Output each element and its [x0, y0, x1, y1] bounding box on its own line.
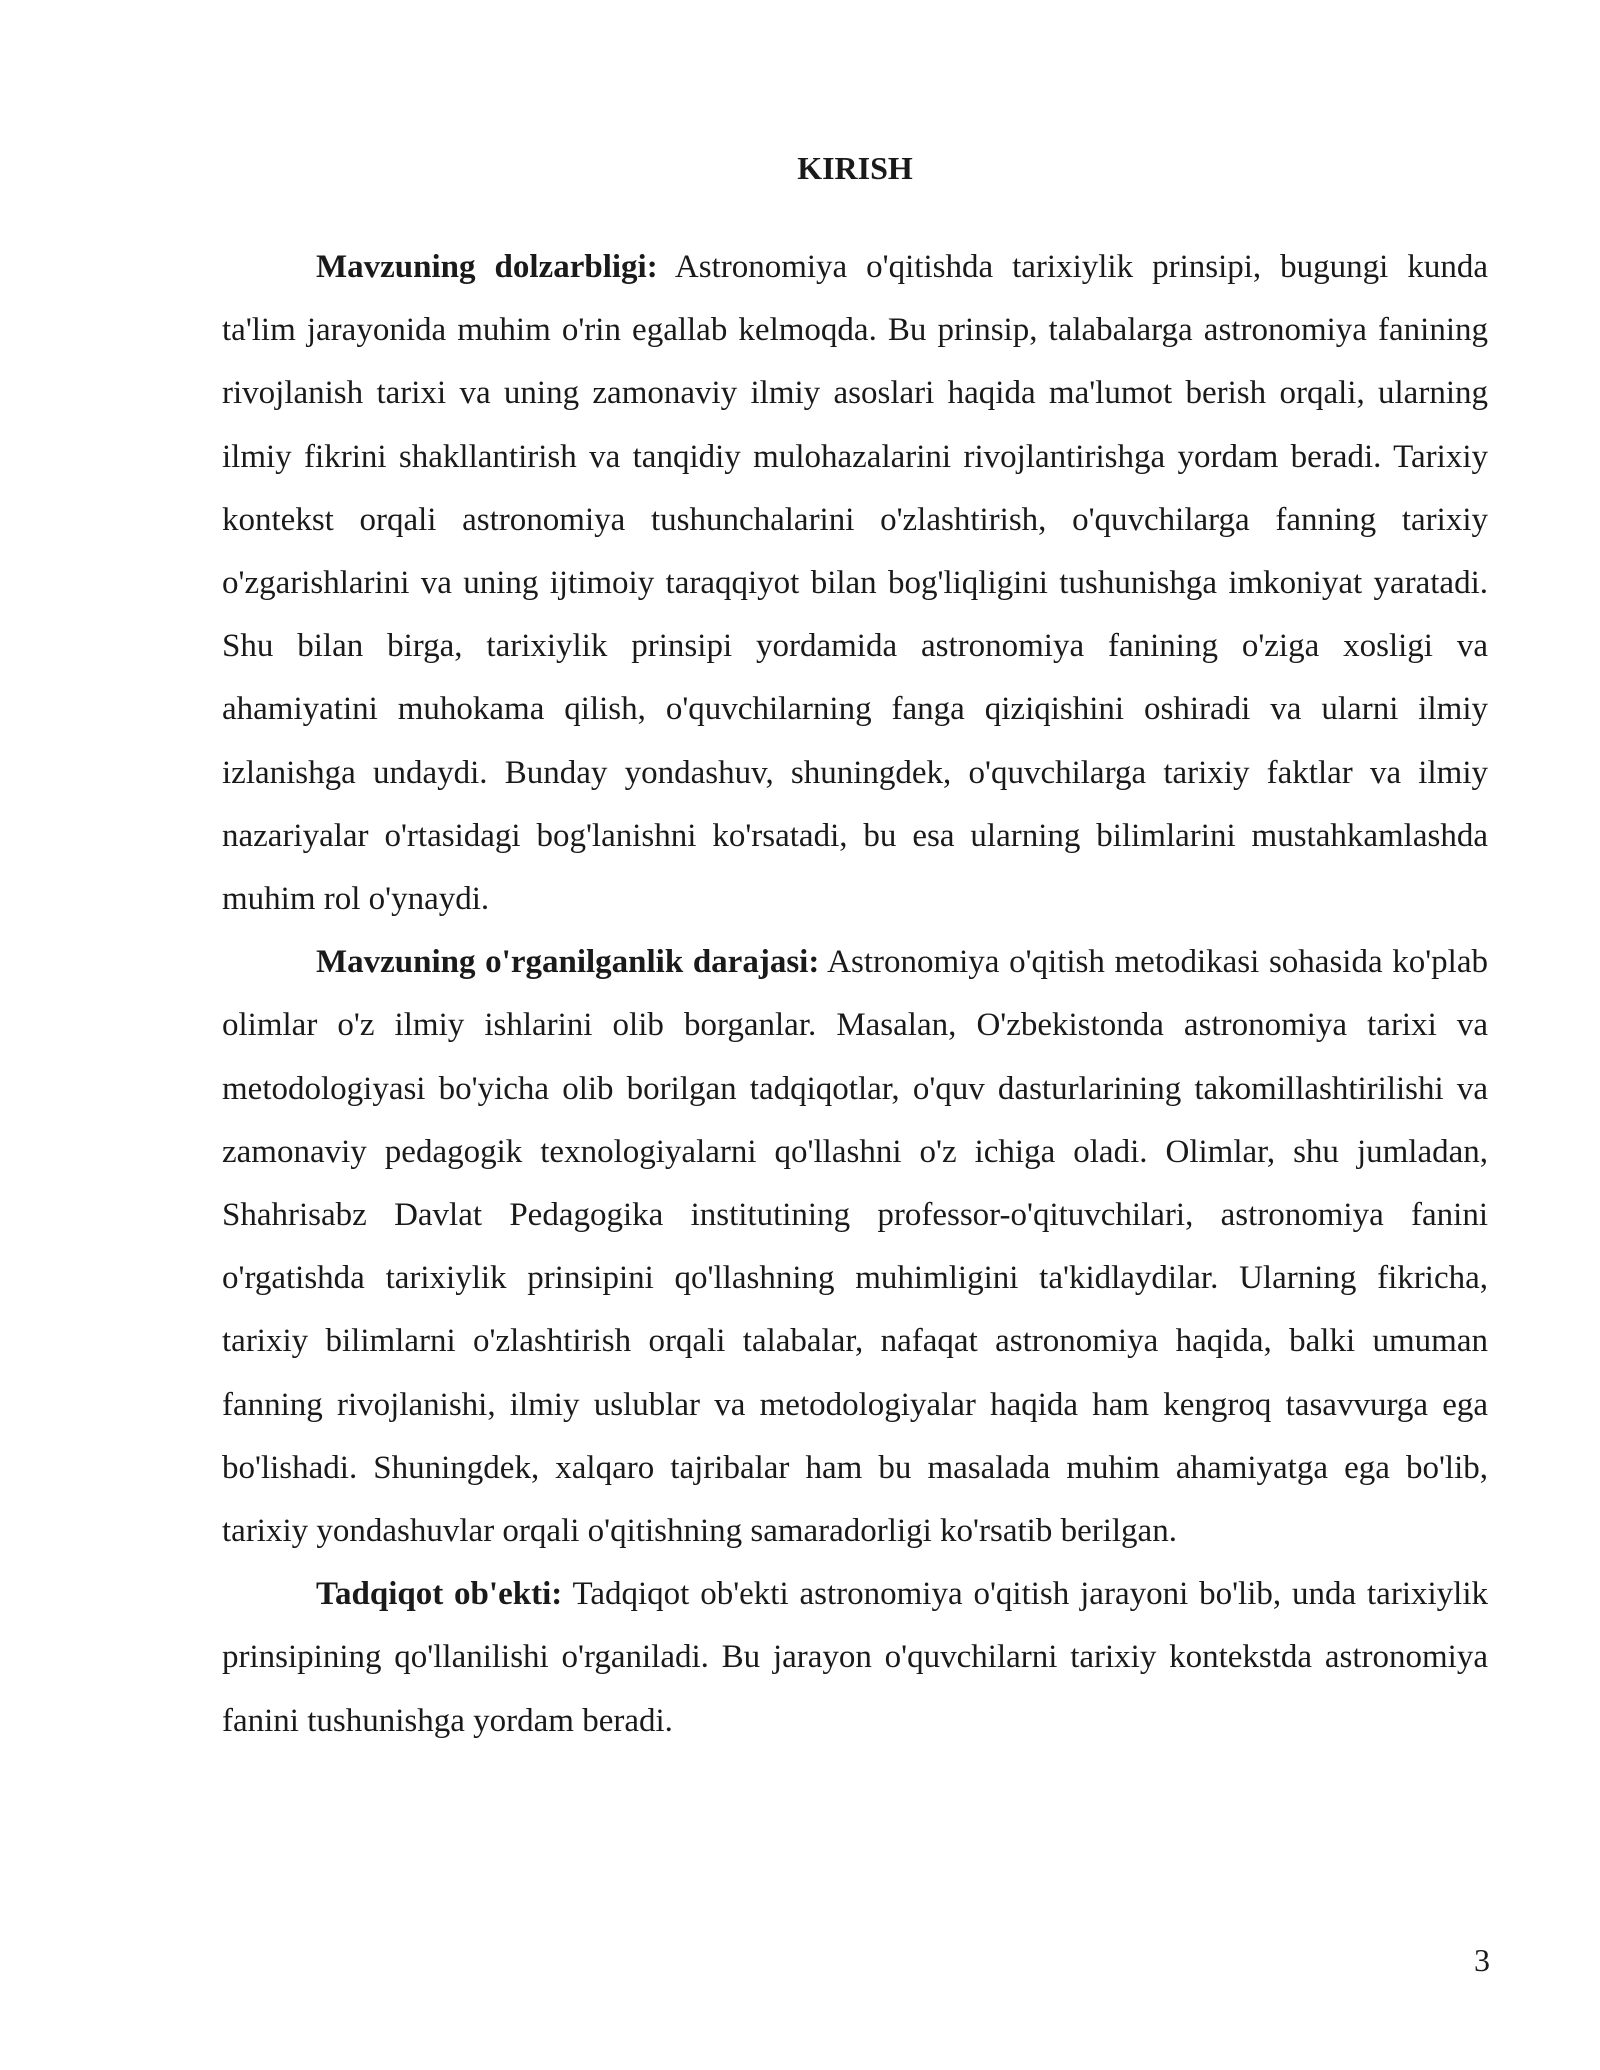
section-title: KIRISH — [797, 150, 913, 186]
paragraph-lead: Mavzuning dolzarbligi: — [316, 249, 658, 285]
paragraph-relevance — [222, 236, 1488, 931]
paragraph-text: Astronomiya o'qitishda tarixiylik prinsipi, bugungi kunda ta'lim jarayonida muhim o'rin egallab kelmoqda. Bu prinsip, talabalarga astronomiya fanining rivojlanish tarixi va uning zamonaviy ilmiy asoslari haqida ma'lumot berish orqali, ularning ilmiy fikrini shakllantirish va tanqidiy mulohazalarini rivojlantirishga yordam beradi. Tarixiy kontekst orqali astronomiya tushunchalarini o'zlashtirish, o'quvchilarga fanning tarixiy o'zgarishlarini va uning ijtimoiy taraqqiyot bilan bog'liqligini tushunishga imkoniyat yaratadi. Shu bilan birga, tarixiylik prinsipi yordamida astronomiya fanining o'ziga xosligi va ahamiyatini muhokama qilish, o'quvchilarning fanga qiziqishini oshiradi va ularni ilmiy izlanishga undaydi. Bunday yondashuv, shuningdek, o'quvchilarga tarixiy faktlar va ilmiy nazariyalar o'rtasidagi bog'lanishni ko'rsatadi, bu esa ularning bilimlarini mustahkamlashda muhim rol o'ynaydi. — [222, 249, 1488, 918]
paragraph-research-object — [222, 1563, 1488, 1753]
paragraph-text: Astronomiya o'qitish metodikasi sohasida ko'plab olimlar o'z ilmiy ishlarini olib borganlar. Masalan, O'zbekistonda astronomiya tarixi va metodologiyasi bo'yicha olib borilgan tadqiqotlar, o'quv dasturlarining takomillashtirilishi va zamonaviy pedagogik texnologiyalarni qo'llashni o'z ichiga oladi. Olimlar, shu jumladan, Shahrisabz Davlat Pedagogika institutining professor-o'qituvchilari, astronomiya fanini o'rgatishda tarixiylik prinsipini qo'llashning muhimligini ta'kidlaydilar. Ularning fikricha, tarixiy bilimlarni o'zlashtirish orqali talabalar, nafaqat astronomiya haqida, balki umuman fanning rivojlanishi, ilmiy uslublar va metodologiyalar haqida ham kengroq tasavvurga ega bo'lishadi. Shuningdek, xalqaro tajribalar ham bu masalada muhim ahamiyatga ega bo'lib, tarixiy yondashuvlar orqali o'qitishning samaradorligi ko'rsatib berilgan. — [222, 944, 1488, 1550]
paragraph-lead: Tadqiqot ob'ekti: — [316, 1576, 563, 1613]
body-text — [222, 236, 1488, 1753]
paragraph-study-level — [222, 931, 1488, 1563]
paragraph-lead: Mavzuning o'rganilganlik darajasi: — [316, 944, 820, 981]
paragraph-text: Tadqiqot ob'ekti astronomiya o'qitish jarayoni bo'lib, unda tarixiylik prinsipining qo'llanilishi o'rganiladi. Bu jarayon o'quvchilarni tarixiy kontekstda astronomiya fanini tushunishga yordam beradi. — [222, 1576, 1488, 1739]
page-number: 3 — [1474, 1942, 1490, 1978]
